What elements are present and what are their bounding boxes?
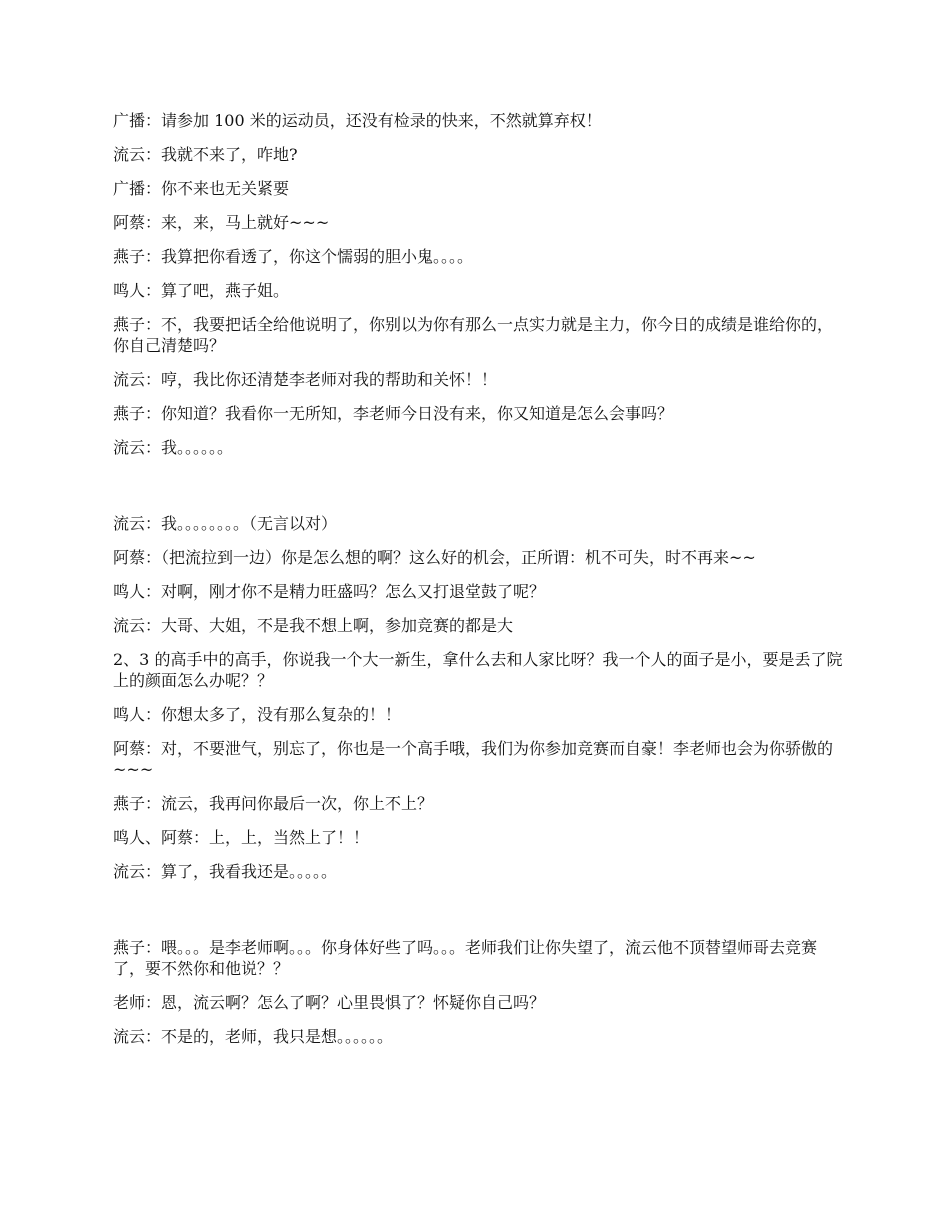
paragraph: 流云：哼，我比你还清楚李老师对我的帮助和关怀！！ <box>113 370 498 389</box>
paragraph: 燕子：喂。。。是李老师啊。。。你身体好些了吗。。。老师我们让你失望了，流云他不顶替望师哥去竞赛了，要不然你和他说？？ <box>113 938 818 978</box>
paragraph: 老师：恩，流云啊？怎么了啊？心里畏惧了？怀疑你自己吗？ <box>113 993 546 1012</box>
paragraph: 2、3 的高手中的高手，你说我一个大一新生，拿什么去和人家比呀？我一个人的面子是小，要是丢了院上的颜面怎么办呢？？ <box>113 650 843 690</box>
paragraph: 阿蔡：（把流拉到一边）你是怎么想的啊？这么好的机会，正所谓：机不可失，时不再来~~ <box>113 548 756 567</box>
document-body <box>113 110 843 1060</box>
paragraph: 鸣人：对啊，刚才你不是精力旺盛吗？怎么又打退堂鼓了呢？ <box>113 582 546 601</box>
paragraph: 流云：我就不来了，咋地? <box>113 145 298 164</box>
paragraph: 流云：算了，我看我还是。。。。。 <box>113 862 338 881</box>
paragraph: 燕子：你知道？我看你一无所知，李老师今日没有来，你又知道是怎么会事吗？ <box>113 404 674 423</box>
paragraph: 阿蔡：来，来，马上就好~~~ <box>113 213 330 232</box>
paragraph: 流云：我。。。。。。。。（无言以对） <box>113 514 338 533</box>
paragraph: 鸣人：算了吧，燕子姐。 <box>113 281 290 300</box>
paragraph: 燕子：不，我要把话全给他说明了，你别以为你有那么一点实力就是主力，你今日的成绩是谁给你的，你自己清楚吗？ <box>113 315 834 355</box>
paragraph: 燕子：我算把你看透了，你这个懦弱的胆小鬼。。。。 <box>113 247 474 266</box>
paragraph: 流云：我。。。。。。 <box>113 438 234 457</box>
paragraph: 广播：你不来也无关紧要 <box>113 179 290 198</box>
paragraph: 流云：不是的，老师，我只是想。。。。。。 <box>113 1027 394 1046</box>
paragraph: 流云：大哥、大姐，不是我不想上啊，参加竞赛的都是大 <box>113 616 514 635</box>
paragraph: 广播：请参加 100 米的运动员，还没有检录的快来，不然就算弃权！ <box>113 111 602 130</box>
paragraph: 阿蔡：对，不要泄气，别忘了，你也是一个高手哦，我们为你参加竞赛而自豪！李老师也会为你骄傲的~~~ <box>113 739 834 779</box>
paragraph: 鸣人：你想太多了，没有那么复杂的！！ <box>113 705 402 724</box>
paragraph: 鸣人、阿蔡：上，上，当然上了！！ <box>113 828 370 847</box>
paragraph: 燕子：流云，我再问你最后一次，你上不上？ <box>113 794 434 813</box>
